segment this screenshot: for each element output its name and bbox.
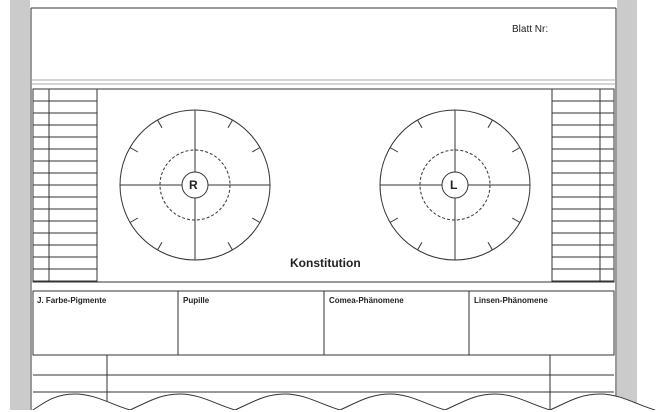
findings-cell-pupil[interactable]: [179, 306, 323, 354]
clock-tick: [488, 242, 493, 250]
torn-edge: [30, 394, 655, 412]
clock-tick: [488, 120, 493, 128]
clock-tick: [252, 218, 260, 223]
clock-tick: [158, 242, 163, 250]
clock-tick: [130, 218, 138, 223]
sheet-number-label: Blatt Nr:: [512, 24, 549, 35]
findings-cell-iris-color[interactable]: [34, 306, 177, 354]
clock-tick: [512, 218, 520, 223]
clock-tick: [158, 120, 163, 128]
findings-cell-cornea[interactable]: [325, 306, 468, 354]
constitution-title: Konstitution: [290, 256, 361, 270]
right-eye-label: R: [189, 178, 198, 192]
clock-tick: [130, 148, 138, 153]
clock-tick: [418, 120, 423, 128]
clock-tick: [418, 242, 423, 250]
clock-tick: [390, 218, 398, 223]
left-ruled-lines: [33, 101, 97, 281]
findings-cell-lens[interactable]: [470, 306, 613, 354]
clock-tick: [512, 148, 520, 153]
left-eye-label: L: [450, 178, 458, 192]
column-header-cornea: Comea-Phänomene: [329, 296, 404, 305]
column-header-lens: Linsen-Phänomene: [474, 296, 548, 305]
clock-tick: [390, 148, 398, 153]
clock-tick: [252, 148, 260, 153]
column-header-pupil: Pupille: [183, 296, 210, 305]
clock-tick: [228, 120, 233, 128]
column-header-iris-color: J. Farbe-Pigmente: [37, 296, 107, 305]
right-ruled-lines: [552, 101, 614, 281]
clock-tick: [228, 242, 233, 250]
